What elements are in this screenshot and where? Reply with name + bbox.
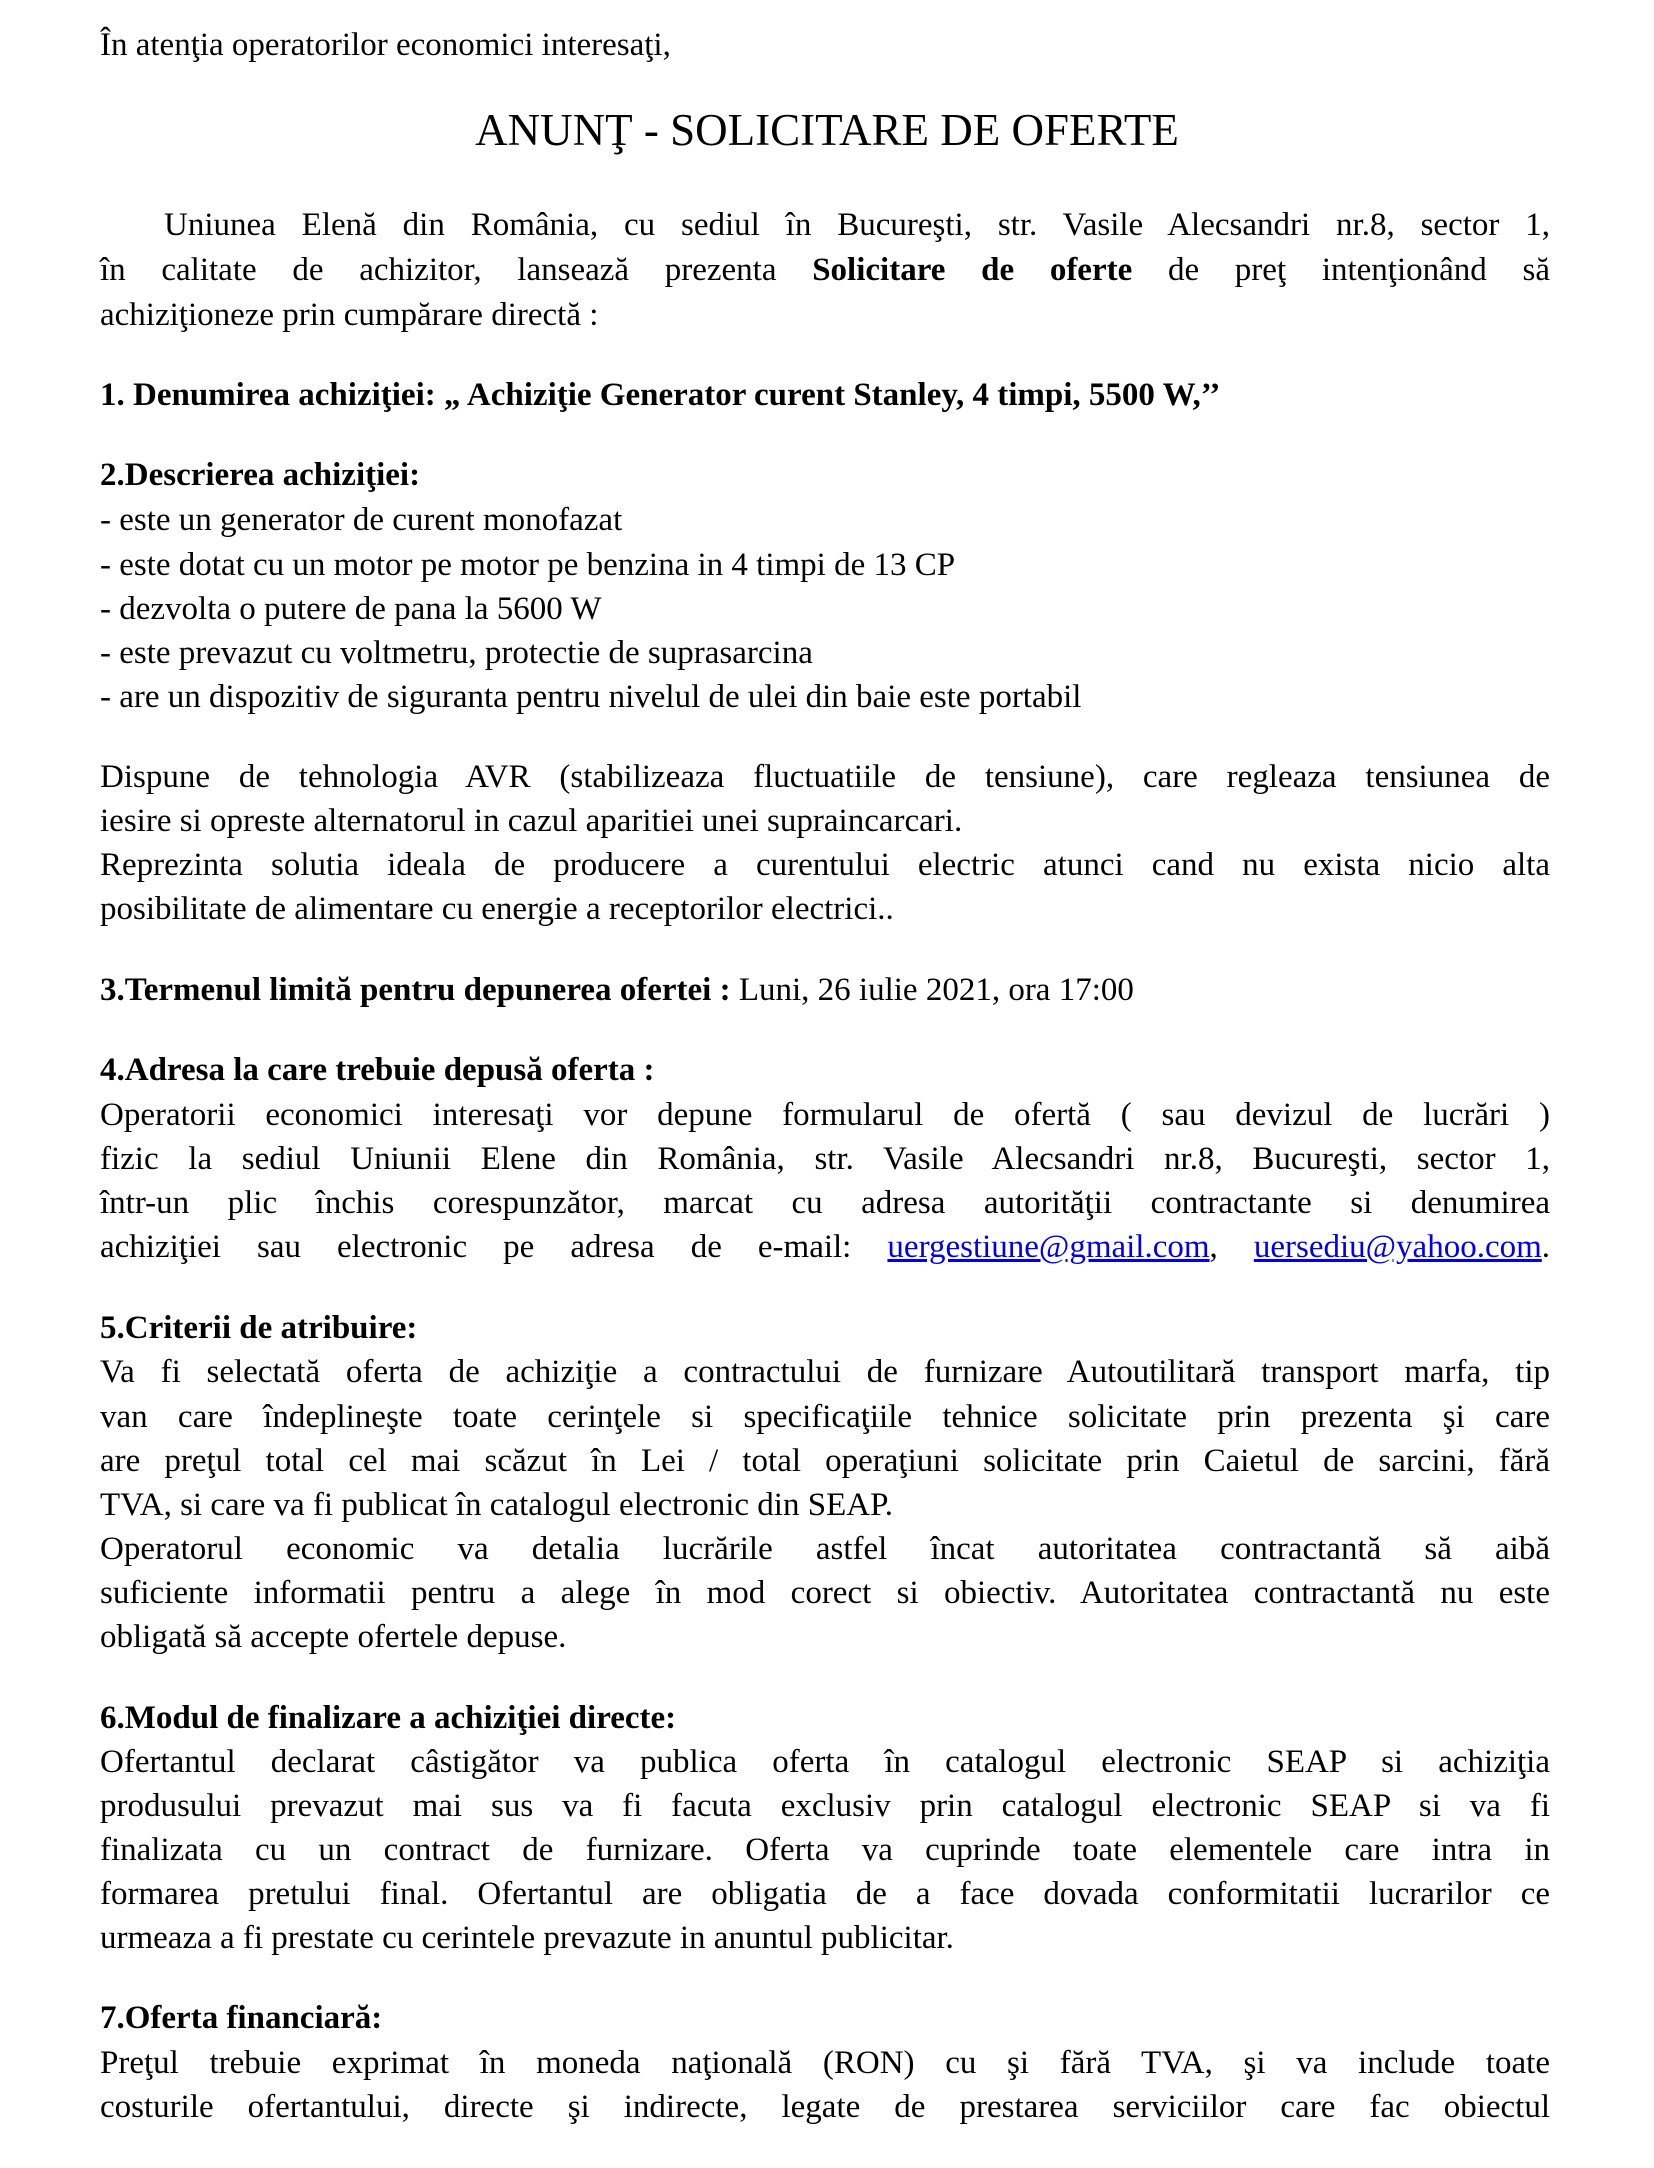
email-link-gestiune[interactable]: uergestiune@gmail.com xyxy=(887,1229,1210,1265)
section-6-heading xyxy=(100,1698,676,1738)
section-2-heading-text: 2.Descrierea achiziţiei: xyxy=(100,457,421,493)
finalize-line-4: formarea pretului final. Ofertantul are obligatia de a face dovada conformitatii lucrarilor ce xyxy=(100,1876,1550,1912)
section-4-heading xyxy=(100,1050,655,1090)
email-link-sediu[interactable]: uersediu@yahoo.com xyxy=(1253,1229,1542,1265)
financial-line-1: Preţul trebuie exprimat în moneda naţională (RON) cu şi fără TVA, şi va include toate xyxy=(100,2045,1550,2081)
address-line-1: Operatorii economici interesaţi vor depune formularul de ofertă ( sau devizul de lucrări ) xyxy=(100,1097,1550,1133)
finalize-line-3: finalizata cu un contract de furnizare. Oferta va cuprinde toate elementele care intra in xyxy=(100,1832,1550,1868)
ideal-para-line-1: Reprezinta solutia ideala de producere a curentului electric atunci cand nu exista nicio alta xyxy=(100,847,1550,883)
intro-line-2 xyxy=(100,250,1550,290)
finalize-line-2: produsului prevazut mai sus va fi facuta exclusiv prin catalogul electronic SEAP si va fi xyxy=(100,1788,1550,1824)
address-line-3: într-un plic închis corespunzător, marcat cu adresa autorităţii contractante si denumirea xyxy=(100,1185,1550,1221)
section-1-title xyxy=(100,375,1220,415)
criteria-line-4: TVA, si care va fi publicat în catalogul electronic din SEAP. xyxy=(100,1487,894,1523)
intro-line-1: Uniunea Elenă din România, cu sediul în Bucureşti, str. Vasile Alecsandri nr.8, sector 1, xyxy=(164,207,1550,243)
section-7-heading-text: 7.Oferta financiară: xyxy=(100,2000,383,2036)
criteria-line-2: van care îndeplineşte toate cerinţele si specificaţiile tehnice solicitate prin prezenta şi care xyxy=(100,1399,1550,1435)
address-prefix: achiziţiei sau electronic pe adresa de e-mail: xyxy=(100,1229,852,1265)
deadline-value: Luni, 26 iulie 2021, ora 17:00 xyxy=(738,972,1134,1008)
section-2-heading xyxy=(100,455,420,495)
section-5-heading xyxy=(100,1308,417,1348)
greeting: În atenţia operatorilor economici interesaţi, xyxy=(100,27,671,63)
criteria-line-7: obligată să accepte ofertele depuse. xyxy=(100,1619,567,1655)
list-item: - este prevazut cu voltmetru, protectie de suprasarcina xyxy=(100,635,813,671)
criteria-line-5: Operatorul economic va detalia lucrările astfel încat autoritatea contractantă să aibă xyxy=(100,1531,1550,1567)
section-7-heading xyxy=(100,1998,382,2038)
intro-line-2-b: de preţ intenţionând să xyxy=(1167,252,1550,288)
list-item: - dezvolta o putere de pana la 5600 W xyxy=(100,591,602,627)
avr-para-line-2: iesire si opreste alternatorul in cazul aparitiei unei supraincarcari. xyxy=(100,803,963,839)
avr-para-line-1: Dispune de tehnologia AVR (stabilizeaza fluctuatiile de tensiune), care regleaza tensiunea de xyxy=(100,759,1550,795)
financial-line-2: costurile ofertantului, directe şi indirecte, legate de prestarea serviciilor care fac obiectul xyxy=(100,2089,1550,2125)
intro-bold: Solicitare de oferte xyxy=(812,252,1133,288)
intro-line-3: achiziţioneze prin cumpărare directă : xyxy=(100,297,599,333)
section-5-heading-text: 5.Criterii de atribuire: xyxy=(100,1310,418,1346)
address-line-4 xyxy=(100,1227,1550,1267)
section-3-heading: 3.Termenul limită pentru depunerea ofertei : xyxy=(100,972,731,1008)
page-title: ANUNŢ - SOLICITARE DE OFERTE xyxy=(475,105,1179,155)
criteria-line-6: suficiente informatii pentru a alege în mod corect si obiectiv. Autoritatea contractantă nu este xyxy=(100,1575,1550,1611)
intro-line-2-a: în calitate de achizitor, lansează prezenta xyxy=(100,252,777,288)
criteria-line-1: Va fi selectată oferta de achiziţie a contractului de furnizare Autoutilitară transport marfa, tip xyxy=(100,1354,1550,1390)
section-6-heading-text: 6.Modul de finalizare a achiziţiei directe: xyxy=(100,1700,677,1736)
section-4-heading-text: 4.Adresa la care trebuie depusă oferta : xyxy=(100,1052,655,1088)
list-item: - este un generator de curent monofazat xyxy=(100,502,623,538)
address-line-2: fizic la sediul Uniunii Elene din România, str. Vasile Alecsandri nr.8, Bucureşti, sector 1, xyxy=(100,1141,1550,1177)
list-item: - are un dispozitiv de siguranta pentru nivelul de ulei din baie este portabil xyxy=(100,679,1082,715)
list-item: - este dotat cu un motor pe motor pe benzina in 4 timpi de 13 CP xyxy=(100,547,956,583)
finalize-line-1: Ofertantul declarat câstigător va publica oferta în catalogul electronic SEAP si achiziţia xyxy=(100,1744,1550,1780)
criteria-line-3: are preţul total cel mai scăzut în Lei / total operaţiuni solicitate prin Caietul de sarcini, fără xyxy=(100,1443,1550,1479)
ideal-para-line-2: posibilitate de alimentare cu energie a receptorilor electrici.. xyxy=(100,891,894,927)
address-end: . xyxy=(1541,1229,1551,1265)
email-separator: , xyxy=(1209,1229,1218,1265)
section-1-text: 1. Denumirea achiziţiei: „ Achiziţie Generator curent Stanley, 4 timpi, 5500 W,’’ xyxy=(100,377,1221,413)
section-3-line xyxy=(100,970,1134,1010)
finalize-line-5: urmeaza a fi prestate cu cerintele prevazute in anuntul publicitar. xyxy=(100,1920,954,1956)
